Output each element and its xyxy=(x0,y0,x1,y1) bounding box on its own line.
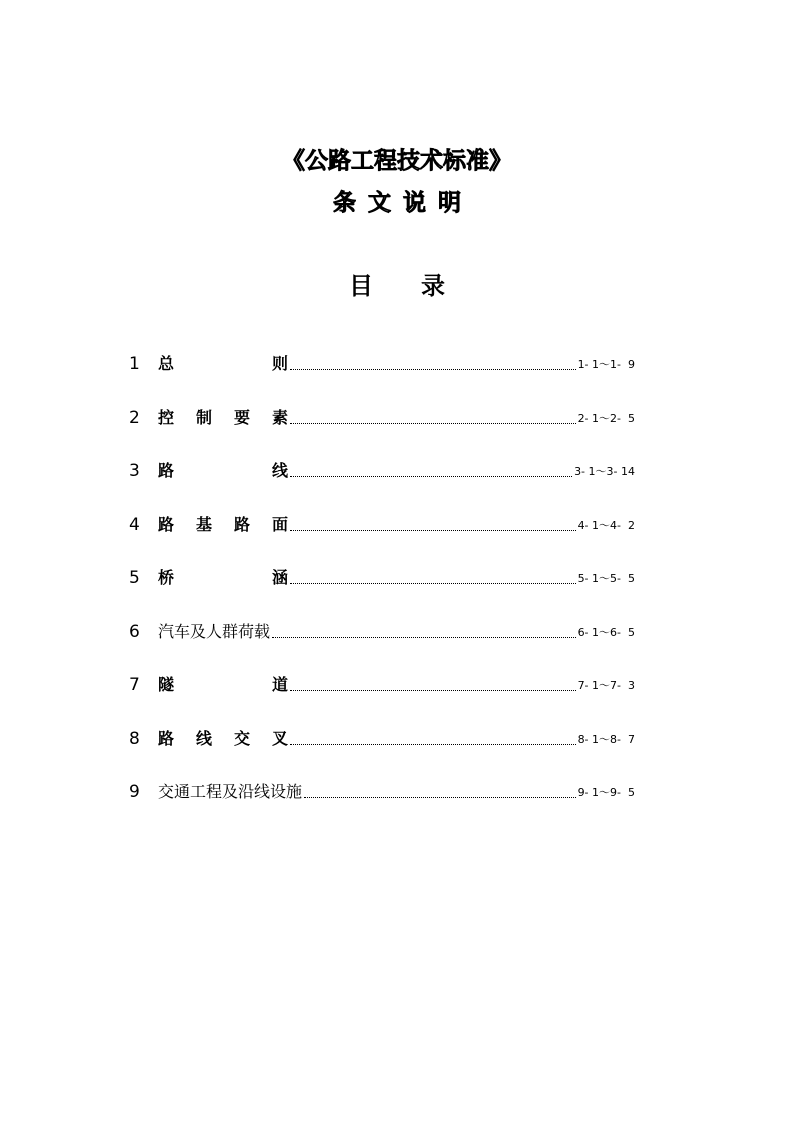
toc-heading: 目录 xyxy=(349,272,493,300)
toc-leader-dots xyxy=(290,690,576,691)
toc-entry-number: 1 xyxy=(129,354,140,374)
toc-entry-label: 路 基 路 面 xyxy=(158,514,288,534)
toc-entry[interactable] xyxy=(129,350,635,376)
toc-entry-number: 6 xyxy=(129,621,140,642)
toc-leader-dots xyxy=(290,369,576,370)
toc-entry-label: 控 制 要 素 xyxy=(158,407,288,427)
toc-leader-dots xyxy=(304,797,576,798)
toc-entry-number: 7 xyxy=(129,675,140,695)
toc-entry[interactable] xyxy=(129,404,635,430)
toc-entry-page: 5- 1～5- 5 xyxy=(577,572,635,585)
toc-entry[interactable] xyxy=(129,511,635,537)
toc-entry-page: 1- 1～1- 9 xyxy=(577,358,635,371)
toc-leader-dots xyxy=(290,530,576,531)
toc-entry-number: 4 xyxy=(129,514,140,535)
toc-entry-label: 路 线 xyxy=(158,461,288,480)
toc-entry[interactable] xyxy=(129,725,635,751)
toc-entry-label: 路 线 交 叉 xyxy=(158,728,288,748)
toc-entry-label: 汽车及人群荷载 xyxy=(158,621,271,641)
toc-entry-label: 总 则 xyxy=(158,354,288,373)
toc-entry-number: 8 xyxy=(129,728,140,749)
toc-entry[interactable] xyxy=(129,564,635,590)
toc-entry-page: 4- 1～4- 2 xyxy=(577,518,635,532)
toc-entry-page: 9- 1～9- 5 xyxy=(577,786,635,799)
toc-entry-page: 7- 1～7- 3 xyxy=(577,679,635,692)
toc-entry-number: 9 xyxy=(129,782,140,802)
toc-leader-dots xyxy=(272,637,576,638)
toc-leader-dots xyxy=(290,423,576,424)
toc-entry-label: 交通工程及沿线设施 xyxy=(158,782,303,801)
toc-leader-dots xyxy=(290,583,576,584)
toc-entry-page: 6- 1～6- 5 xyxy=(577,625,635,639)
toc-entry-page: 3- 1～3- 14 xyxy=(574,465,635,478)
toc-leader-dots xyxy=(290,476,572,477)
toc-entry[interactable] xyxy=(129,618,635,644)
toc-entry[interactable] xyxy=(129,778,635,804)
toc-entry-page: 2- 1～2- 5 xyxy=(577,411,635,425)
document-subtitle: 条文说明 xyxy=(333,190,473,216)
toc-entry[interactable] xyxy=(129,457,635,483)
toc-entry-page: 8- 1～8- 7 xyxy=(577,732,635,746)
toc-entry-number: 5 xyxy=(129,568,140,588)
toc-entry-number: 3 xyxy=(129,461,140,481)
toc-entry-label: 桥 涵 xyxy=(158,568,288,587)
toc-leader-dots xyxy=(290,744,576,745)
toc-entry-label: 隧 道 xyxy=(158,675,288,694)
toc-entry-number: 2 xyxy=(129,407,140,428)
document-title: 《公路工程技术标准》 xyxy=(282,148,512,174)
toc-entry[interactable] xyxy=(129,671,635,697)
